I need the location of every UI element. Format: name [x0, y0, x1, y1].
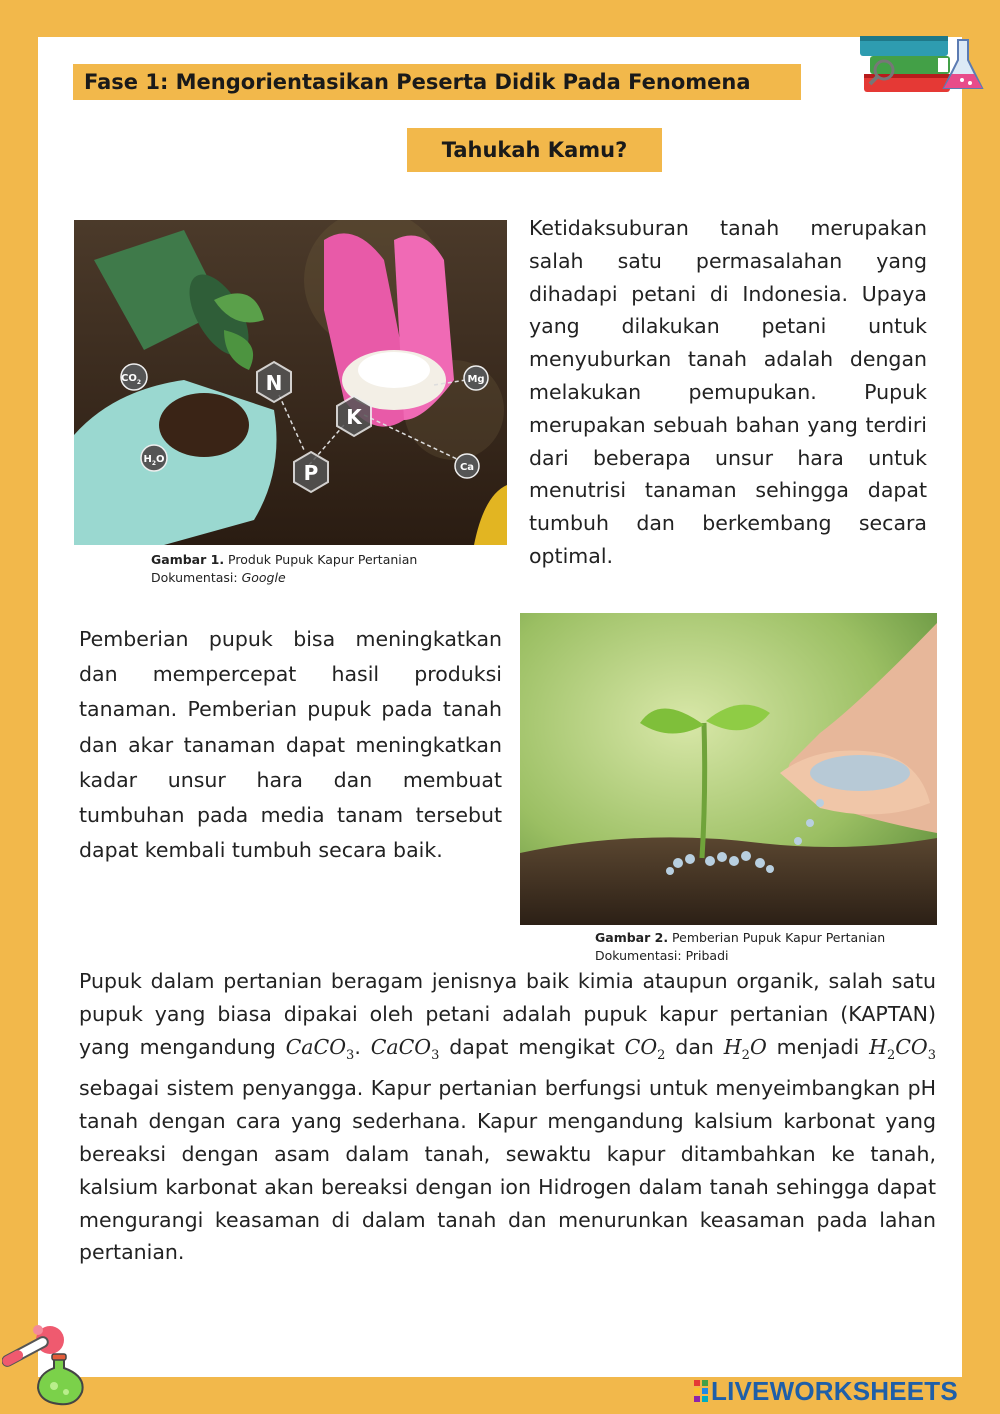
kaptan-text-1: Pupuk dalam pertanian beragam jenisnya baik kimia ataupun organik, salah satu pupuk yang biasa dipakai oleh petani adalah pupuk kapur pertanian (KAPTAN) yang mengandung [79, 969, 936, 1059]
figure-1-image [74, 220, 507, 545]
formula-h2co3: $H_2CO_3$ [869, 1034, 937, 1063]
benefit-paragraph: Pemberian pupuk bisa meningkatkan dan mempercepat hasil produksi tanaman. Pemberian pupuk pada tanah dan akar tanaman dapat meningkatkan kadar unsur hara dan membuat tumbuhan pada media tanam tersebut dapat kembali tumbuh secara baik. [79, 627, 502, 863]
formula-h2o: $H_2O$ [723, 1034, 767, 1063]
fig1-label-p: P [303, 461, 319, 485]
fig1-label-k: K [346, 405, 362, 429]
kaptan-text-6: sebagai sistem penyangga. Kapur pertanian berfungsi untuk menyeimbangkan pH tanah dengan cara yang sederhana. Kapur mengandung kalsium karbonat yang bereaksi dengan asam dalam tanah, sewaktu kapur ditambahkan ke tanah, kalsium karbonat akan bereaksi dengan ion Hidrogen dalam tanah sehingga dapat mengurangi keasaman di dalam tanah dan menurunkan keasaman pada lahan pertanian. [79, 1076, 936, 1265]
intro-paragraph: Ketidaksuburan tanah merupakan salah satu permasalahan yang dihadapi petani di Indonesia. Upaya yang dilakukan petani untuk menyuburkan tanah adalah dengan melakukan pemupukan. Pupuk merupakan sebuah bahan yang terdiri dari beberapa unsur hara untuk menutrisi tanaman sehingga dapat tumbuh dan berkembang secara optimal. [529, 216, 927, 568]
kaptan-text-2: . [354, 1034, 371, 1059]
fig1-label-co2: $CO_2$ [120, 373, 142, 386]
liveworksheets-logo [694, 1376, 994, 1406]
figure-2-caption-label: Gambar 2. [595, 930, 669, 945]
fig1-label-n: N [265, 371, 283, 395]
kaptan-text-4: dan [665, 1034, 724, 1059]
figure-2-image [520, 613, 937, 925]
section-subtitle: Tahukah Kamu? [407, 128, 662, 172]
figure-1-source-value: Google [241, 570, 286, 585]
figure-1-source-label: Dokumentasi: [151, 570, 242, 585]
formula-caco3: CaCO$_3$ [285, 1034, 355, 1063]
figure-2-source: Dokumentasi: Pribadi [595, 948, 729, 963]
fig1-label-mg: Mg [467, 374, 485, 385]
kaptan-text-5: menjadi [766, 1034, 870, 1059]
figure-2-caption-text: Pemberian Pupuk Kapur Pertanian [668, 930, 886, 945]
formula-co2: $CO_2$ [624, 1034, 666, 1063]
books-flask-icon [858, 16, 990, 100]
figure-1-caption-label: Gambar 1. [151, 552, 225, 567]
liveworksheets-logo-icon [694, 1380, 708, 1402]
kaptan-paragraph [79, 965, 936, 1269]
kaptan-text-3: dapat mengikat [439, 1034, 625, 1059]
phase-title: Fase 1: Mengorientasikan Peserta Didik Pada Fenomena [73, 64, 801, 100]
figure-1-caption-text: Produk Pupuk Kapur Pertanian [224, 552, 418, 567]
figure-1-caption [151, 551, 417, 587]
liveworksheets-logo-text: LIVEWORKSHEETS [711, 1375, 958, 1406]
figure-2-caption [595, 929, 885, 965]
fig1-label-ca: Ca [459, 462, 475, 473]
formula-caco3-2: CaCO$_3$ [370, 1034, 440, 1063]
fig1-label-h2o: $H_2O$ [143, 454, 165, 467]
test-tube-flask-icon [2, 1316, 92, 1406]
